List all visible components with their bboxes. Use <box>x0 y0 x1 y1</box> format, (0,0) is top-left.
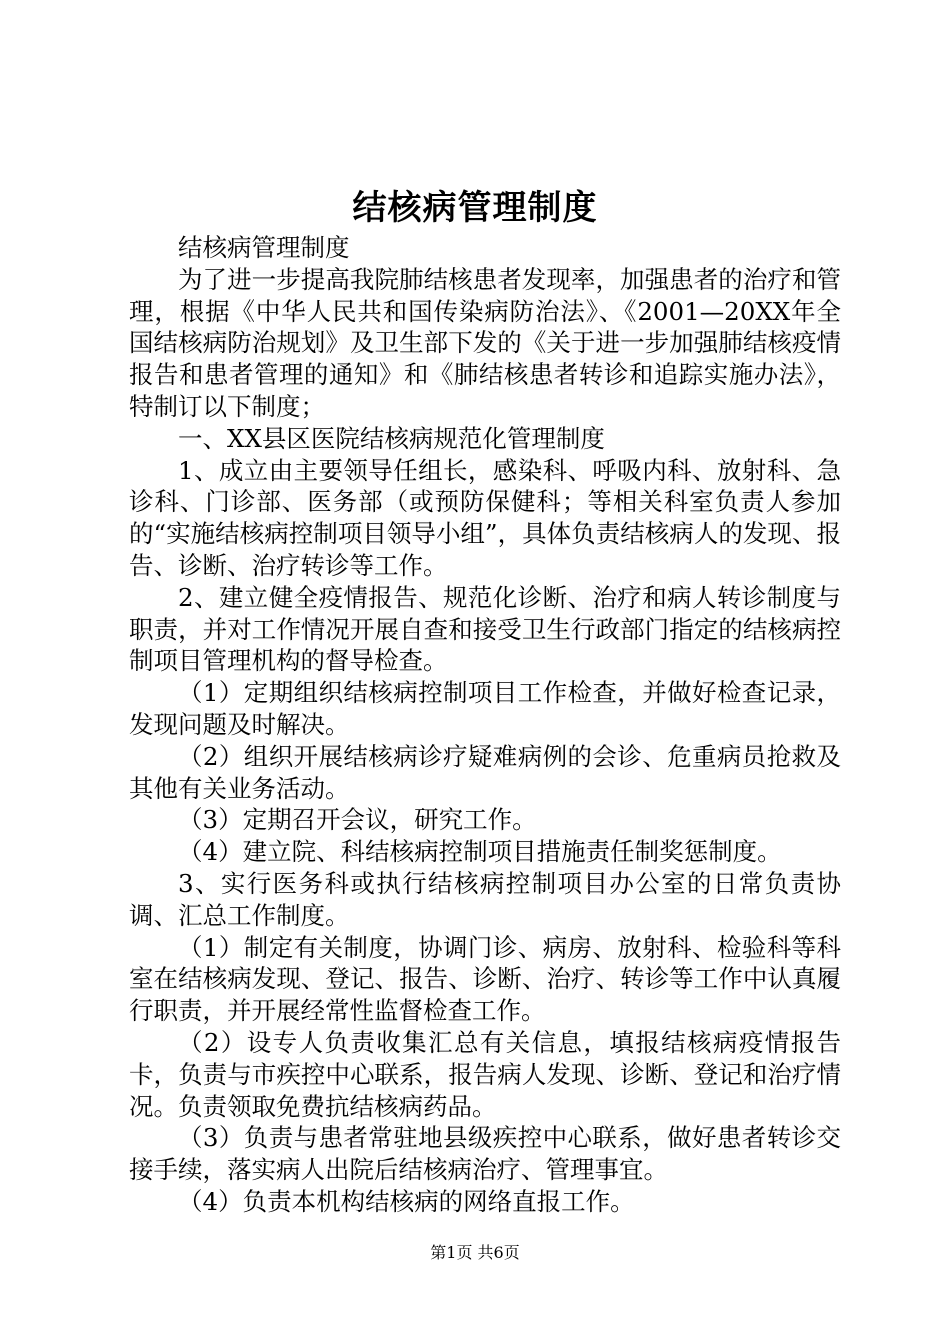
paragraph-item-2-3: （3）定期召开会议，研究工作。 <box>178 805 537 835</box>
paragraph-item-3-1: （1）制定有关制度，协调门诊、病房、放射科、检验科等科室在结核病发现、登记、报告、诊断、治疗、转诊等工作中认真履行职责，并开展经常性监督检查工作。 <box>129 932 841 1026</box>
paragraph-item-3-2: （2）设专人负责收集汇总有关信息，填报结核病疫情报告卡，负责与市疾控中心联系，报告病人发现、诊断、登记和治疗情况。负责领取免费抗结核病药品。 <box>129 1027 841 1121</box>
paragraph-item-3-3: （3）负责与患者常驻地县级疾控中心联系，做好患者转诊交接手续，落实病人出院后结核病治疗、管理事宜。 <box>129 1123 841 1185</box>
paragraph-item-2-1: （1）定期组织结核病控制项目工作检查，并做好检查记录，发现问题及时解决。 <box>129 678 841 739</box>
section-heading-1: 一、XX县区医院结核病规范化管理制度 <box>178 423 605 453</box>
paragraph-item-2-4: （4）建立院、科结核病控制项目措施责任制奖惩制度。 <box>178 837 782 867</box>
page-number-footer: 第1页 共6页 <box>430 1243 520 1262</box>
paragraph-item-3-4: （4）负责本机构结核病的网络直报工作。 <box>178 1186 635 1216</box>
paragraph-item-1: 1、成立由主要领导任组长，感染科、呼吸内科、放射科、急诊科、门诊部、医务部（或预防保健科；等相关科室负责人参加的“实施结核病控制项目领导小组”，具体负责结核病人的发现、报告、诊断、治疗转诊等工作。 <box>129 455 841 580</box>
document-title: 结核病管理制度 <box>352 188 598 228</box>
document-body <box>129 232 841 1218</box>
paragraph-item-2: 2、建立健全疫情报告、规范化诊断、治疗和病人转诊制度与职责，并对工作情况开展自查和接受卫生行政部门指定的结核病控制项目管理机构的督导检查。 <box>129 582 841 676</box>
paragraph-subtitle: 结核病管理制度 <box>178 233 350 262</box>
paragraph-intro: 为了进一步提高我院肺结核患者发现率，加强患者的治疗和管理，根据《中华人民共和国传染病防治法》、《2001—20XX年全国结核病防治规划》及卫生部下发的《关于进一步加强肺结核疫情报告和患者管理的通知》和《肺结核患者转诊和追踪实施办法》，特制订以下制度； <box>129 264 841 421</box>
paragraph-item-2-2: （2）组织开展结核病诊疗疑难病例的会诊、危重病员抢救及其他有关业务活动。 <box>129 741 841 803</box>
paragraph-item-3: 3、实行医务科或执行结核病控制项目办公室的日常负责协调、汇总工作制度。 <box>129 868 841 930</box>
